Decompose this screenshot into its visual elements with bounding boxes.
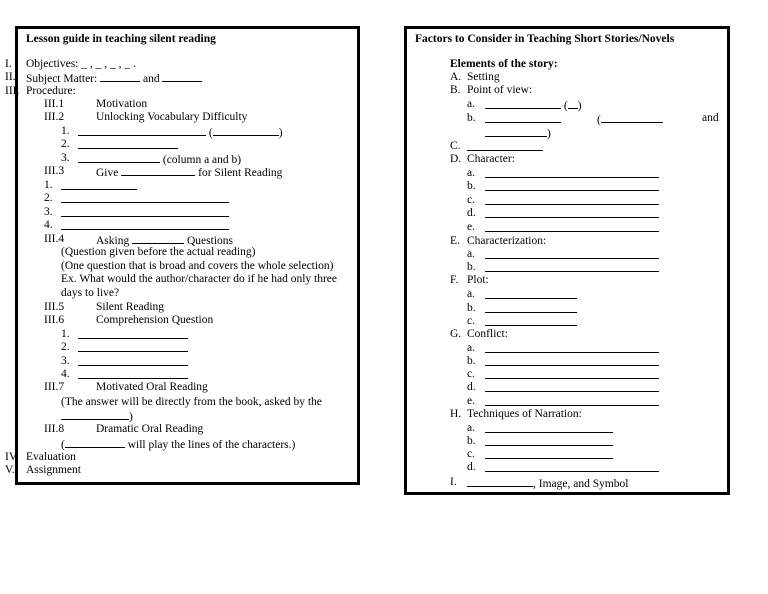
section-letter: I. bbox=[450, 476, 457, 488]
note-text: (Question given before the actual reading) bbox=[61, 246, 256, 258]
blank-line bbox=[61, 219, 229, 234]
section-letter: A. bbox=[450, 71, 462, 83]
note-text: days to live? bbox=[61, 287, 120, 299]
blank-line bbox=[485, 112, 561, 127]
sub-letter: a. bbox=[467, 288, 475, 300]
step-label: Comprehension Question bbox=[96, 314, 214, 326]
list-number: 4. bbox=[44, 219, 53, 231]
blank-line bbox=[78, 138, 178, 153]
list-number: 2. bbox=[44, 192, 53, 204]
item-number: I. bbox=[5, 58, 12, 70]
list-number: 4. bbox=[61, 368, 70, 380]
blank-line bbox=[61, 192, 229, 207]
step-label: Asking Questions bbox=[96, 235, 233, 247]
step-label: Motivated Oral Reading bbox=[96, 381, 208, 393]
right-subtitle: Elements of the story: bbox=[450, 58, 558, 70]
blank-line bbox=[485, 288, 577, 303]
sub-letter: d. bbox=[467, 207, 476, 219]
step-number: III.1 bbox=[44, 98, 65, 110]
list-number: 3. bbox=[61, 152, 70, 164]
left-title: Lesson guide in teaching silent reading bbox=[26, 33, 216, 45]
sub-letter: a. bbox=[467, 167, 475, 179]
sub-letter: b. bbox=[467, 435, 476, 447]
sub-letter: d. bbox=[467, 461, 476, 473]
list-number: 1. bbox=[61, 125, 70, 137]
item-number: V. bbox=[5, 464, 15, 476]
blank-line: ( bbox=[597, 112, 663, 127]
note-text: (One question that is broad and covers the whole selection) bbox=[61, 260, 334, 272]
blank-line: ) bbox=[485, 126, 551, 141]
list-number: 3. bbox=[44, 206, 53, 218]
blank-line bbox=[485, 180, 659, 195]
step-label: Motivation bbox=[96, 98, 148, 110]
procedure-label: Procedure: bbox=[26, 85, 76, 97]
blank-line bbox=[485, 461, 659, 476]
blank-line bbox=[485, 261, 659, 276]
sub-letter: c. bbox=[467, 368, 475, 380]
sub-letter: a. bbox=[467, 248, 475, 260]
step-label: Give for Silent Reading bbox=[96, 167, 283, 179]
sub-letter: a. bbox=[467, 422, 475, 434]
step-number: III.4 bbox=[44, 233, 65, 245]
section-label: Characterization: bbox=[467, 235, 547, 247]
objectives-label: Objectives: _ , _ , _ , _ . bbox=[26, 58, 136, 70]
blank-line bbox=[485, 207, 659, 222]
section-label: Plot: bbox=[467, 274, 489, 286]
blank-line bbox=[485, 381, 659, 396]
step-label: Unlocking Vocabulary Difficulty bbox=[96, 111, 248, 123]
evaluation-label: Evaluation bbox=[26, 451, 76, 463]
blank-line: ) bbox=[61, 409, 133, 424]
right-title: Factors to Consider in Teaching Short Stories/Novels bbox=[415, 33, 675, 45]
blank-line: ( ) bbox=[78, 125, 283, 140]
step-number: III.2 bbox=[44, 111, 65, 123]
list-number: 3. bbox=[61, 355, 70, 367]
blank-line bbox=[485, 221, 659, 236]
section-label: Setting bbox=[467, 71, 500, 83]
step-label: Silent Reading bbox=[96, 301, 165, 313]
and-text: and bbox=[702, 112, 719, 124]
sub-letter: b. bbox=[467, 355, 476, 367]
sub-letter: b. bbox=[467, 261, 476, 273]
sub-letter: b. bbox=[467, 112, 476, 124]
sub-letter: c. bbox=[467, 315, 475, 327]
subject-matter-label: Subject Matter: and bbox=[26, 71, 202, 86]
item-number: III. bbox=[5, 85, 20, 97]
sub-letter: a. bbox=[467, 98, 475, 110]
list-number: 1. bbox=[44, 179, 53, 191]
blank-line bbox=[78, 341, 188, 356]
step-number: III.5 bbox=[44, 301, 65, 313]
step-number: III.6 bbox=[44, 314, 65, 326]
section-label: Character: bbox=[467, 153, 515, 165]
item-number: II. bbox=[5, 71, 16, 83]
step-number: III.7 bbox=[44, 381, 65, 393]
sub-letter: c. bbox=[467, 448, 475, 460]
sub-letter: a. bbox=[467, 342, 475, 354]
section-letter: G. bbox=[450, 328, 462, 340]
step-number: III.3 bbox=[44, 165, 65, 177]
section-label: Techniques of Narration: bbox=[467, 408, 582, 420]
list-number: 2. bbox=[61, 138, 70, 150]
note-text: (The answer will be directly from the book, asked by the bbox=[61, 396, 322, 408]
sub-letter: e. bbox=[467, 221, 475, 233]
blank-line: , Image, and Symbol bbox=[467, 476, 629, 491]
sub-letter: e. bbox=[467, 395, 475, 407]
list-number: 2. bbox=[61, 341, 70, 353]
list-number: 1. bbox=[61, 328, 70, 340]
section-letter: B. bbox=[450, 84, 461, 96]
section-letter: C. bbox=[450, 140, 461, 152]
blank-line: ( ) bbox=[485, 98, 582, 113]
step-label: Dramatic Oral Reading bbox=[96, 423, 204, 435]
section-letter: E. bbox=[450, 235, 460, 247]
note-text: ( will play the lines of the characters.) bbox=[61, 439, 296, 451]
item-number: IV. bbox=[5, 451, 19, 463]
section-letter: H. bbox=[450, 408, 462, 420]
section-letter: D. bbox=[450, 153, 462, 165]
note-text: Ex. What would the author/character do if he had only three bbox=[61, 273, 338, 285]
blank-line: (column a and b) bbox=[78, 152, 241, 167]
sub-letter: b. bbox=[467, 180, 476, 192]
sub-letter: c. bbox=[467, 194, 475, 206]
assignment-label: Assignment bbox=[26, 464, 81, 476]
section-label: Conflict: bbox=[467, 328, 508, 340]
sub-letter: b. bbox=[467, 302, 476, 314]
sub-letter: d. bbox=[467, 381, 476, 393]
section-label: Point of view: bbox=[467, 84, 533, 96]
step-number: III.8 bbox=[44, 423, 65, 435]
section-letter: F. bbox=[450, 274, 459, 286]
